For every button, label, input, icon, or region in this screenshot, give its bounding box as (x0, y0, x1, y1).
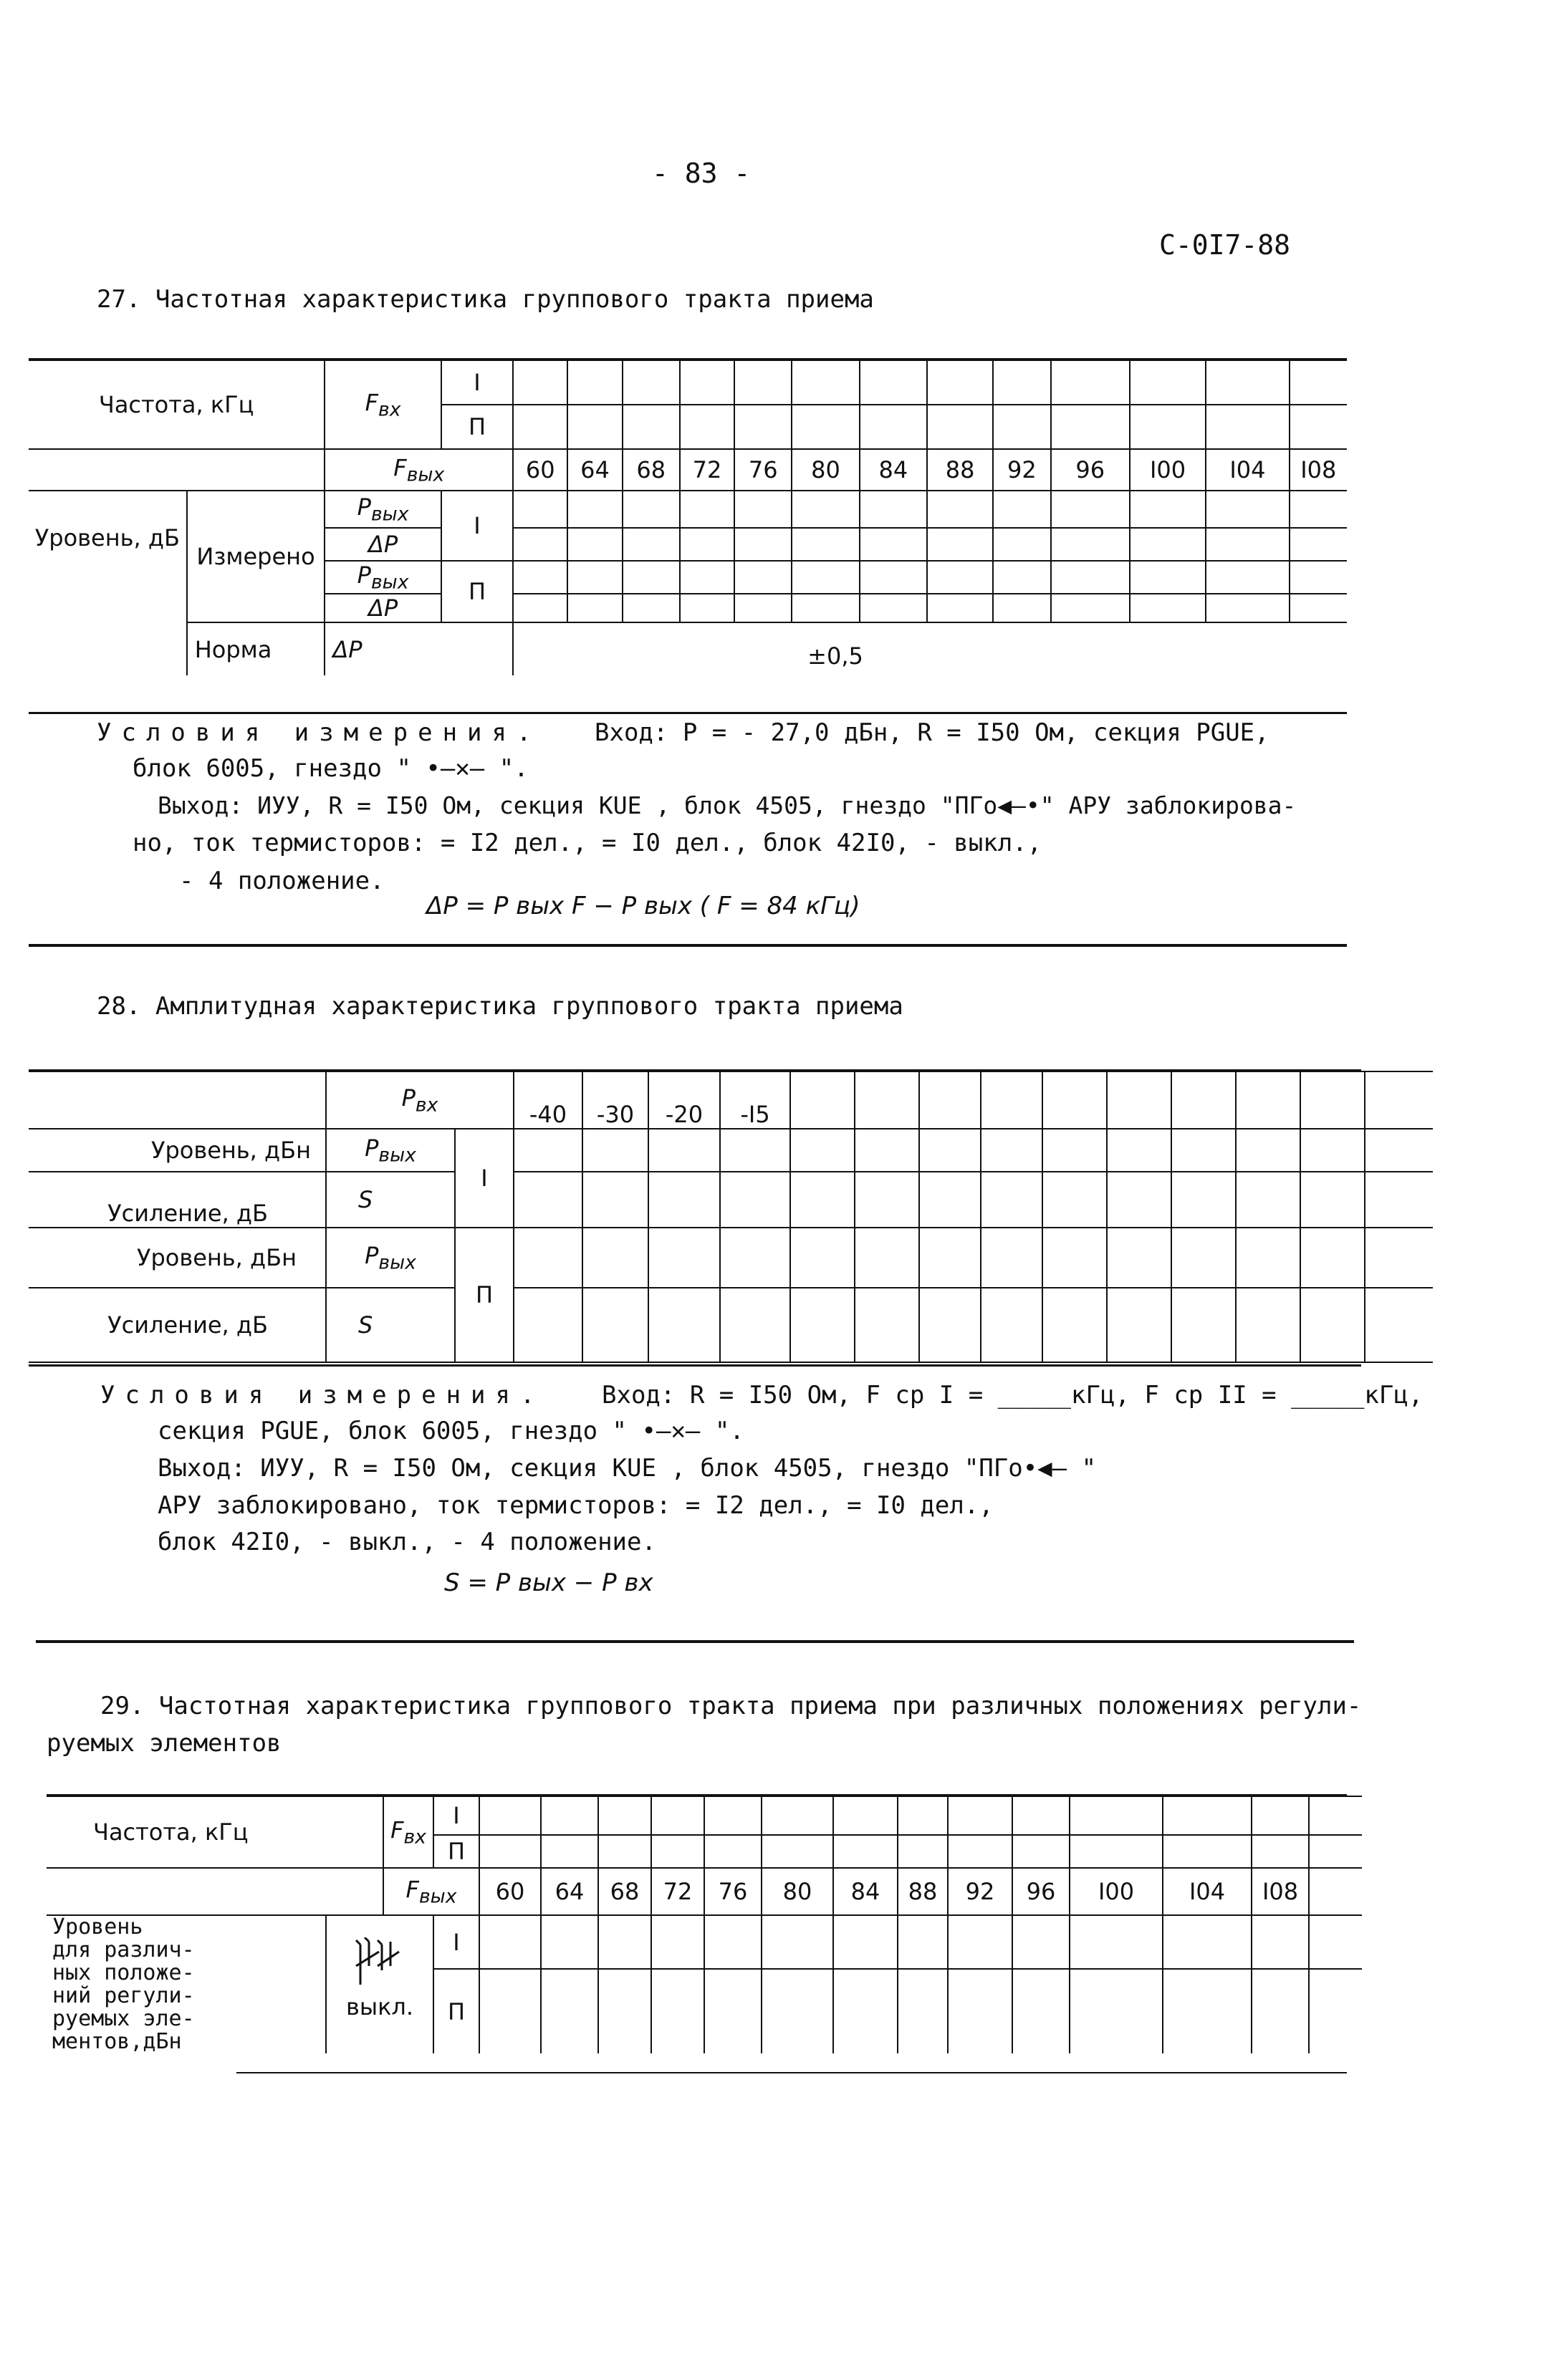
frequency-label-29: Частота, кГц (47, 1796, 383, 1868)
f-out-header-29: $F_{вых}$ (383, 1868, 479, 1915)
freq-cell: 68 (623, 449, 680, 491)
delta-p-ii: ΔP (325, 594, 441, 622)
section-27-table-bottom (29, 712, 1347, 714)
conditions-28-heading: Условия измерения. (100, 1381, 545, 1410)
freq-cell: 96 (1051, 449, 1130, 491)
norm-delta-p: ΔP (325, 622, 513, 675)
level-positions-line: ментов,дБн (52, 2029, 182, 2053)
measured-label: Измерено (187, 491, 325, 622)
section-27-title: 27. Частотная характеристика группового тракта приема (97, 285, 874, 314)
formula-27: ΔP = P вых F − P вых ( F = 84 кГц) (426, 892, 860, 920)
gain-label-i: Усиление, дБ (29, 1172, 326, 1228)
freq-cell: 64 (541, 1868, 598, 1915)
level-positions-line: для различ- (52, 1937, 195, 1962)
row-label-ii-29b: П (433, 1969, 479, 2053)
section-28-bottom-rule (36, 1640, 1354, 1643)
p-out-ii-28: $P_{вых}$ (326, 1228, 455, 1288)
thermistor-icon (355, 1937, 405, 1993)
level-dbn-label-i: Уровень, дБн (29, 1129, 326, 1172)
group-i-label-28: I (455, 1129, 514, 1228)
norm-value: ±0,5 (513, 622, 1347, 675)
f-out-header: $F_{вых}$ (325, 449, 513, 491)
level-cell: -40 (514, 1071, 582, 1129)
frequency-response-table-27 (29, 360, 1347, 675)
p-out-i: $P_{вых}$ (325, 491, 441, 528)
conditions-27-line2: Выход: ИУУ, R = I50 Ом, секция KUE , блок 4505, гнездо "ПГо◀—•" АРУ заблокирова- (158, 791, 1297, 819)
level-positions-line: Уровень (52, 1915, 143, 1940)
level-cell: -20 (648, 1071, 720, 1129)
freq-cell: 72 (680, 449, 734, 491)
norm-label: Норма (187, 622, 325, 675)
section-29-bottom-line (236, 2072, 1347, 2073)
thermistor-off-label: выкл. (326, 1915, 433, 2053)
section-27-bottom-rule (29, 944, 1347, 947)
section-28-title: 28. Амплитудная характеристика группового тракта приема (97, 992, 903, 1021)
freq-cell: I04 (1163, 1868, 1252, 1915)
level-positions-line: ний регули- (52, 1983, 195, 2008)
freq-cell: I00 (1130, 449, 1206, 491)
group-i-label: I (441, 491, 513, 561)
level-positions-line: руемых эле- (52, 2006, 195, 2031)
freq-cell: 60 (479, 1868, 541, 1915)
level-label: Уровень, дБ (29, 491, 187, 622)
p-in-header: $P_{вх}$ (326, 1071, 514, 1129)
document-code: С-0I7-88 (1159, 229, 1291, 261)
freq-cell: 76 (734, 449, 792, 491)
conditions-27-line1: Вход: P = - 27,0 дБн, R = I50 Ом, секция PGUE, (595, 718, 1269, 747)
level-positions-line: ных положе- (52, 1960, 195, 1985)
freq-cell: 84 (833, 1868, 898, 1915)
freq-cell: 64 (567, 449, 622, 491)
group-ii-label: П (441, 561, 513, 622)
level-dbn-label-ii: Уровень, дБн (29, 1228, 326, 1288)
delta-p-i: ΔP (325, 528, 441, 561)
frequency-response-table-29 (47, 1796, 1362, 2053)
formula-28: S = P вых − P вх (444, 1569, 653, 1597)
freq-cell: I08 (1290, 449, 1347, 491)
page-number: - 83 - (652, 158, 751, 189)
conditions-28-line1: Вход: R = I50 Ом, F ср I = _____кГц, F ср II = _____кГц, (602, 1381, 1424, 1410)
section-29-title-line1: 29. Частотная характеристика группового тракта приема при различных положениях регули- (100, 1692, 1362, 1720)
row-label-i-29: I (433, 1796, 479, 1835)
amplitude-response-table-28 (29, 1071, 1433, 1363)
freq-cell: I08 (1252, 1868, 1309, 1915)
section-29-title-line2: руемых элементов (47, 1729, 282, 1758)
conditions-28-line4: блок 42I0, - выкл., - 4 положение. (158, 1528, 656, 1556)
frequency-label: Частота, кГц (29, 360, 325, 449)
row-label-i: I (441, 360, 513, 405)
f-in-header: $F_{вх}$ (325, 360, 441, 449)
freq-cell: I04 (1206, 449, 1289, 491)
conditions-28-line3: АРУ заблокировано, ток термисторов: = I2 дел., = I0 дел., (158, 1491, 994, 1520)
conditions-27-line4: - 4 положение. (179, 867, 385, 895)
freq-cell: 88 (898, 1868, 948, 1915)
row-label-ii-29: П (433, 1835, 479, 1868)
freq-cell: 72 (651, 1868, 704, 1915)
freq-cell: 68 (598, 1868, 651, 1915)
s-i-28: S (326, 1172, 455, 1228)
p-out-i-28: $P_{вых}$ (326, 1129, 455, 1172)
group-ii-label-28: П (455, 1228, 514, 1362)
gain-label-ii: Усиление, дБ (29, 1288, 326, 1362)
conditions-27-line1b: блок 6005, гнездо " •—✕— ". (133, 754, 529, 783)
freq-cell: 84 (860, 449, 927, 491)
level-cell: -30 (582, 1071, 648, 1129)
p-out-ii: $P_{вых}$ (325, 561, 441, 594)
freq-cell: I00 (1070, 1868, 1163, 1915)
section-28-table-bottom (29, 1364, 1361, 1367)
s-ii-28: S (326, 1288, 455, 1362)
freq-cell: 88 (927, 449, 993, 491)
row-label-i-29b: I (433, 1915, 479, 1969)
freq-cell: 80 (762, 1868, 833, 1915)
level-positions-label (47, 1915, 326, 2053)
conditions-27-line3: но, ток термисторов: = I2 дел., = I0 дел., блок 42I0, - выкл., (133, 829, 1042, 857)
freq-cell: 60 (513, 449, 567, 491)
conditions-27-heading: Условия измерения. (97, 718, 542, 747)
freq-cell: 76 (704, 1868, 762, 1915)
freq-cell: 80 (792, 449, 859, 491)
freq-cell: 92 (993, 449, 1050, 491)
row-label-ii: П (441, 405, 513, 449)
level-cell: -I5 (720, 1071, 790, 1129)
freq-cell: 92 (948, 1868, 1012, 1915)
f-in-header-29: $F_{вх}$ (383, 1796, 433, 1868)
conditions-28-line2: Выход: ИУУ, R = I50 Ом, секция KUE , блок 4505, гнездо "ПГо•◀— " (158, 1454, 1097, 1483)
conditions-28-line1b: секция PGUE, блок 6005, гнездо " •—✕— ". (158, 1417, 744, 1445)
freq-cell: 96 (1012, 1868, 1070, 1915)
